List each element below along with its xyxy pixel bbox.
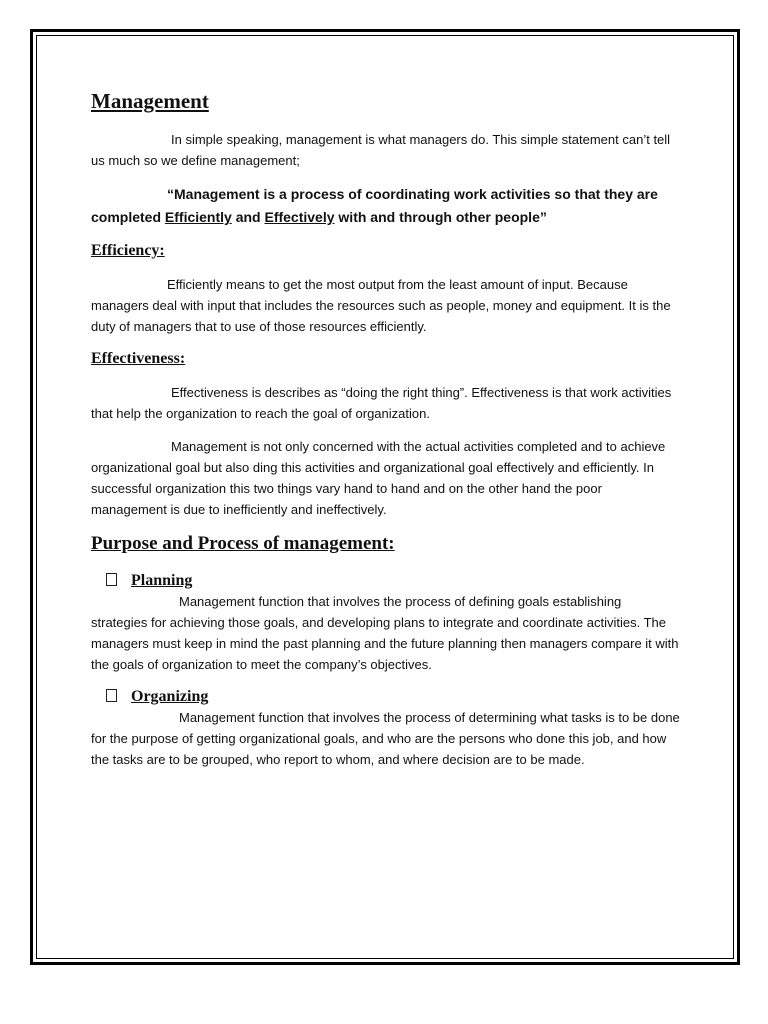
management-definition-quote [91,183,681,229]
efficiency-paragraph [91,274,681,337]
bullet-box-icon [106,573,117,586]
effectiveness-heading: Effectiveness: [91,350,186,368]
organizing-paragraph [91,707,681,770]
bullet-organizing [106,687,681,707]
document-body [91,88,681,782]
purpose-process-heading: Purpose and Process of management: [91,532,395,554]
organizing-text: Management function that involves the process of determining what tasks is to be done for the purpose of getting organizational goals, and who are the persons who done this job, and how the tasks are to be grouped, who report to whom, and where decision are to be made. [91,709,680,767]
quote-part-1: “Management is a process of coordinating work activities so that they are completed [91,186,658,226]
effectiveness-text-2: Management is not only concerned with the actual activities completed and to achieve organizational goal but also ding this activities and organizational goal effectively and efficiently. In successful organization this two things vary hand to hand and on the other hand the poor management is due to inefficiently and ineffectively. [91,438,666,517]
planning-title: Planning [131,571,193,589]
effectiveness-text-1: Effectiveness is describes as “doing the right thing”. Effectiveness is that work activities that help the organization to reach the goal of organization. [91,384,672,421]
quote-part-3: with and through other people” [334,209,547,226]
efficiency-heading: Efficiency: [91,242,165,260]
intro-text: In simple speaking, management is what managers do. This simple statement can’t tell us much so we define management; [91,132,671,169]
document-title: Management [91,89,209,113]
planning-paragraph [91,591,681,675]
intro-paragraph [91,129,681,171]
effectiveness-paragraph-2 [91,436,681,520]
effectiveness-paragraph-1 [91,382,681,424]
planning-text: Management function that involves the process of defining goals establishing strategies for achieving those goals, and developing plans to integrate and coordinate activities. The managers must keep in mind the past planning and the future planning then managers compare it with the goals of organization to meet the company’s objectives. [91,593,679,672]
bullet-box-icon [106,689,117,702]
quote-efficiently: Efficiently [164,209,232,226]
bullet-planning [106,571,681,591]
quote-effectively: Effectively [264,209,335,226]
quote-part-2: and [231,209,265,226]
organizing-title: Organizing [131,687,209,705]
efficiency-text: Efficiently means to get the most output from the least amount of input. Because managers deal with input that includes the resources such as people, money and equipment. It is the duty of managers that to use of those resources efficiently. [91,277,671,335]
